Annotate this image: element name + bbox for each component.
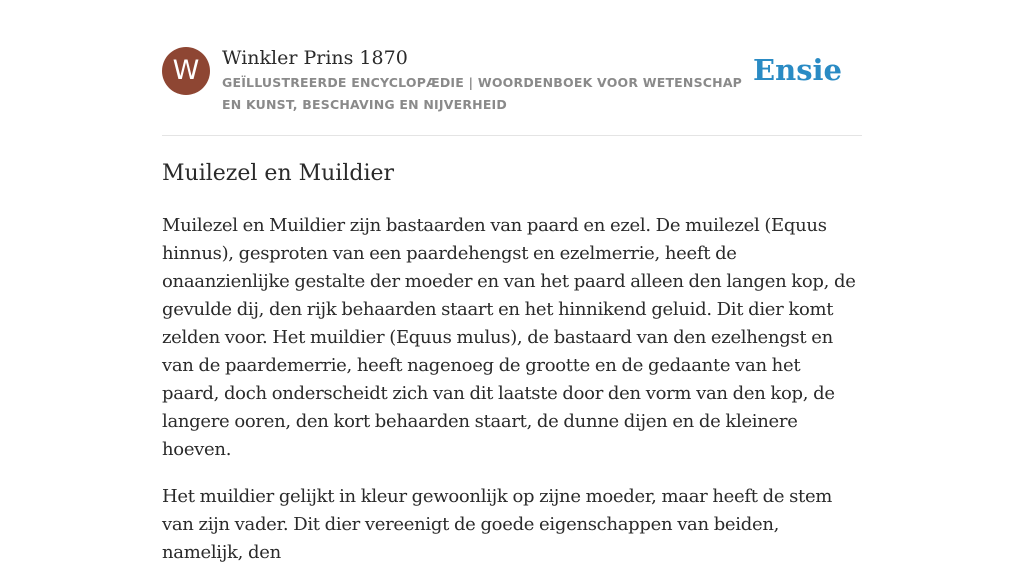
source-header [162,0,862,136]
source-title[interactable]: Winkler Prins 1870 [222,47,408,69]
page-container [162,0,862,563]
entry-paragraph: Het muildier gelijkt in kleur gewoonlijk op zijne moeder, maar heeft de stem van zijn vader. Dit dier vereenigt de goede eigenschappen van beiden, namelijk, den [162,486,833,563]
ensie-logo-link[interactable]: Ensie [753,53,842,87]
entry-title: Muilezel en Muildier [162,161,395,186]
entry-paragraph: Muilezel en Muildier zijn bastaarden van paard en ezel. De muilezel (Equus hinnus), gesproten van een paardehengst en ezelmerrie, heeft de onaanzienlijke gestalte der moeder en van het paard alleen den langen kop, de gevulde dij, den rijk behaarden staart en het hinnikend geluid. Dit dier komt zelden voor. Het muildier (Equus mulus), de bastaard van den ezelhengst en van de paardemerrie, heeft nagenoeg de grootte en de gedaante van het paard, doch onderscheidt zich van dit laatste door den vorm van den kop, de langere ooren, den kort behaarden staart, de dunne dijen en de kleinere hoeven. [162,215,856,460]
source-avatar[interactable]: W [162,47,210,95]
source-subtitle: GEÏLLUSTREERDE ENCYCLOPÆDIE | WOORDENBOEK VOOR WETENSCHAP EN KUNST, BESCHAVING EN NIJVERHEID [222,75,743,112]
entry-body [162,212,862,586]
